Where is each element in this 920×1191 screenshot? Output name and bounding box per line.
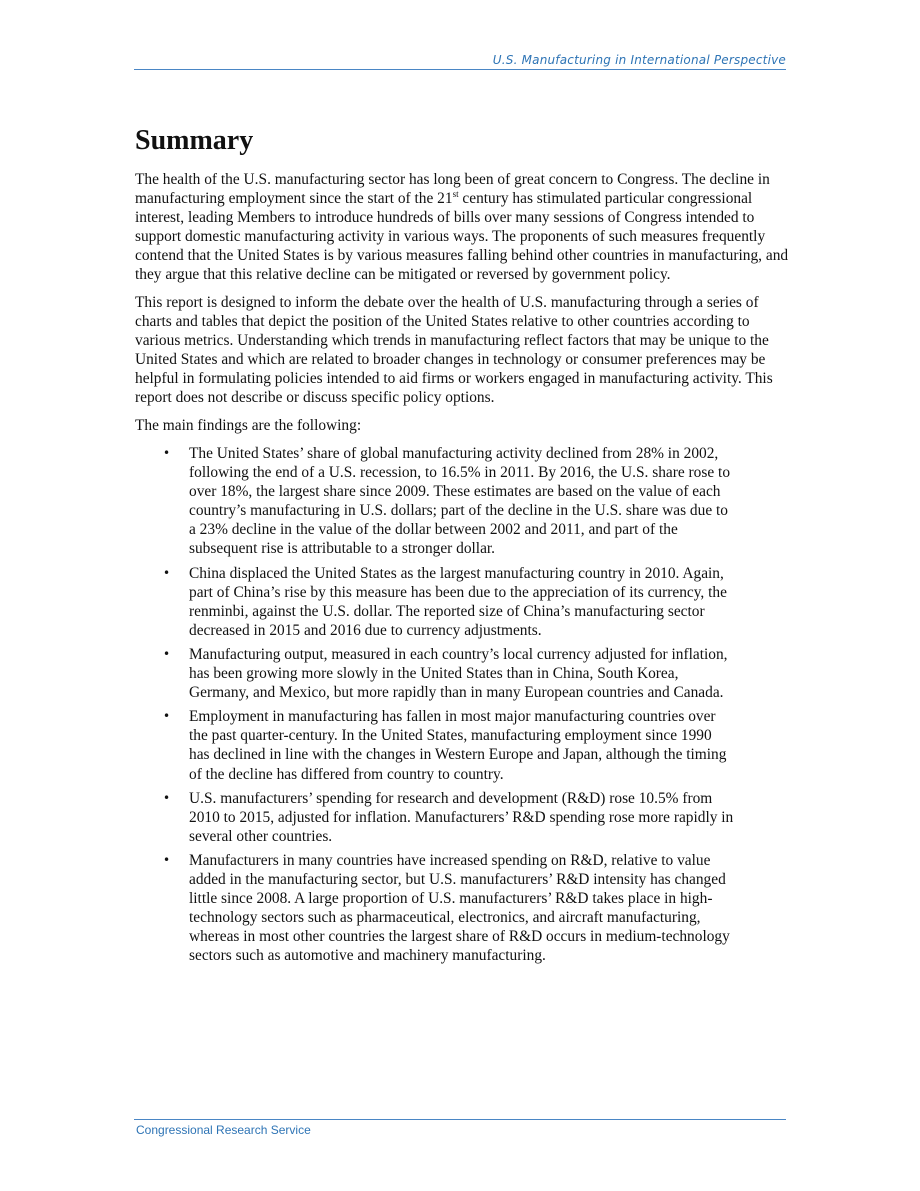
ordinal-superscript: st bbox=[452, 189, 459, 199]
finding-item-employment: • Employment in manufacturing has fallen in most major manufacturing countries over the past quarter-century. In the United States, manufacturing employment since 1990 has declined in line with the changes in Western Europe and Japan, although the timing of the decline has differed from country to country. bbox=[189, 707, 790, 783]
paragraph-purpose: This report is designed to inform the debate over the health of U.S. manufacturing through a series of charts and tables that depict the position of the United States relative to other countries according to various metrics. Understanding which trends in manufacturing reflect factors that may be unique to the United States and which are related to broader changes in technology or consumer preferences may be helpful in formulating policies intended to aid firms or workers engaged in manufacturing activity. This report does not describe or discuss specific policy options. bbox=[135, 294, 773, 406]
paragraph-intro-part2: century has stimulated particular congressional interest, leading Members to introduce hundreds of bills over many sessions of Congress intended to support domestic manufacturing activity in various ways. The proponents of such measures frequently contend that the United States is by various measures falling behind other countries in manufacturing, and they argue that this relative decline can be mitigated or reversed by government policy. bbox=[135, 190, 789, 283]
footer-divider bbox=[134, 1119, 786, 1120]
finding-item-output: • Manufacturing output, measured in each country’s local currency adjusted for inflation, has been growing more slowly in the United States than in China, South Korea, Germany, and Mexico, but more rapidly than in many European countries and Canada. bbox=[189, 645, 790, 702]
finding-item-share: • The United States’ share of global manufacturing activity declined from 28% in 2002, following the end of a U.S. recession, to 16.5% in 2011. By 2016, the U.S. share rose to over 18%, the largest share since 2009. These estimates are based on the value of each country’s manufacturing in U.S. dollars; part of the decline in the U.S. share was due to a 23% decline in the value of the dollar between 2002 and 2011, and part of the subsequent rise is attributable to a stronger dollar. bbox=[189, 444, 790, 559]
finding-item-rd-spending: • U.S. manufacturers’ spending for research and development (R&D) rose 10.5% from 2010 to 2015, adjusted for inflation. Manufacturers’ R&D spending rose more rapidly in several other countries. bbox=[189, 789, 790, 846]
section-title: Summary bbox=[135, 125, 254, 156]
finding-item-china: • China displaced the United States as the largest manufacturing country in 2010. Again, part of China’s rise by this measure has been due to the appreciation of its currency, the renminbi, against the U.S. dollar. The reported size of China’s manufacturing sector decreased in 2015 and 2016 due to currency adjustments. bbox=[189, 564, 790, 640]
paragraph-intro bbox=[135, 170, 790, 284]
page-content bbox=[135, 122, 790, 970]
findings-list bbox=[135, 444, 790, 965]
footer-organization: Congressional Research Service bbox=[136, 1123, 311, 1137]
finding-item-rd-intensity: • Manufacturers in many countries have increased spending on R&D, relative to value added in the manufacturing sector, but U.S. manufacturers’ R&D intensity has changed little since 2008. A large proportion of U.S. manufacturers’ R&D takes place in high-technology sectors such as pharmaceutical, electronics, and aircraft manufacturing, whereas in most other countries the largest share of R&D occurs in medium-technology sectors such as automotive and machinery manufacturing. bbox=[189, 851, 790, 966]
paragraph-intro-part1: The health of the U.S. manufacturing sector has long been of great concern to Congress. The decline in manufacturing employment since the start of the 21 bbox=[135, 171, 770, 207]
header-divider bbox=[134, 69, 786, 70]
running-header: U.S. Manufacturing in International Perspective bbox=[492, 53, 786, 67]
paragraph-findings-lead: The main findings are the following: bbox=[135, 417, 362, 434]
